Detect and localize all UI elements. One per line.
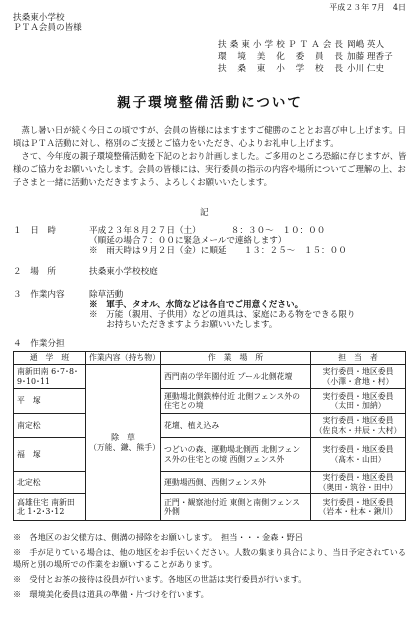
item-number: ２ [13,267,22,277]
work-line: ※ 軍手、タオル、水筒などは各自でご用意ください。 [89,300,304,311]
table-header: 作業内容（持ち物） [86,352,161,365]
work-value: 除草活動 [89,290,124,300]
page-title: 親子環境整備活動について [117,95,303,111]
item-assign-label [13,339,100,349]
item-number: ３ [13,290,22,300]
recipient [13,13,82,33]
note: ※ 各地区のお父様方は、側溝の掃除をお願いします。 担当・・・金森・野呂 [13,532,303,542]
notes [13,531,409,603]
recipient-members: ＰＴＡ会員の皆様 [13,23,82,34]
table-header: 担 当 者 [311,352,406,365]
item-datetime-label [13,226,100,236]
staff-cell: 実行委員・地区委員 （太田・加納） [311,389,406,414]
table-row [14,389,406,414]
assignment-table [13,351,406,521]
sender-name: 岡嶋 英人 [347,40,385,50]
item-datetime-detail [89,226,347,256]
item-label: 作業内容 [30,290,65,300]
item-label: 日 時 [30,226,57,236]
place-cell: 花壇、植え込み [161,414,311,438]
item-label: 場 所 [30,267,57,277]
item-number: １ [13,226,22,236]
task-tools: （万能、鎌、熊手） [89,442,161,452]
group-cell: 平 塚 [14,389,86,414]
table-row [14,414,406,438]
sender-name: 加藤 理香子 [347,52,393,62]
place-cell: 運動場北側鉄棒付近 北側フェンス外の住宅との境 [161,389,311,414]
item-work-label [13,290,100,300]
group-cell: 高雄住宅 南新田北 1･2･3･12 [14,494,86,521]
table-header-row [14,352,406,365]
task-name: 除 草 [111,433,135,443]
datetime-line: ※ 雨天時は９月２日（金）に順延 １３：２５～ １５：００ [89,246,347,257]
note: ※ 受付とお茶の接待は役員が行います。各地区の世話は実行委員が行います。 [13,574,307,584]
staff-cell: 実行委員・地区委員 （奥田・筑谷・田中） [311,472,406,494]
note: ※ 環境美化委員は道具の準備・片づけを行います。 [13,589,209,599]
recipient-school: 扶桑東小学校 [13,13,65,23]
group-cell: 福 塚 [14,438,86,472]
body-paragraph: 蒸し暑い日が続く今日この頃ですが、会員の皆様にはますますご健勝のこととお喜び申し上げます。日頃はＰＴＡ活動に対し、格別のご支援とご協力をいただき、心よりお礼申し上げます。 [13,125,406,148]
task-cell [86,365,161,521]
place-cell: 西門南の学年園付近 プール北側花壇 [161,365,311,389]
note: ※ 手が足りている場合は、他の地区をお手伝いください。人数の集まり具合により、当日予定されている場所と別の場所での作業をお願いすることがあります。 [13,547,407,569]
item-label: 作業分担 [30,339,65,349]
table-row [14,365,406,389]
table-header: 通 学 班 [14,352,86,365]
datetime-line: （順延の場合７：００に緊急メールで連絡します） [89,236,287,247]
table-row [14,472,406,494]
sender-row [218,64,393,76]
work-line: ※ 万能（親用、子供用）などの道具は、家庭にある物をできる限り [89,310,356,321]
sender-row [218,52,393,64]
staff-cell: 実行委員・地区委員 （髙木・山田） [311,438,406,472]
item-place-label [13,267,100,277]
sender-row [218,40,393,52]
sender-org: 環境美化委員長 [218,52,343,62]
table-header: 作 業 場 所 [161,352,311,365]
staff-cell: 実行委員・地区委員 （岩本・杜本・鍬川） [311,494,406,521]
sender-org: 扶桑東小学校長 [218,64,343,74]
table-row [14,494,406,521]
item-work-detail [89,290,355,331]
table-row [14,438,406,472]
work-line: お持ちいただきますようお願いいたします。 [89,320,278,331]
sender-block [218,40,393,76]
place-cell: 運動場西側、西側フェンス外 [161,472,311,494]
group-cell: 南新田南 6･7･8･9･10･11 [14,365,86,389]
document-date: 平成２３年 7月 4日 [329,3,406,12]
body-paragraph: さて、今年度の親子環境整備活動を下記のとおり計画しました。ご多用のところ恐縮に存じますが、皆様のご協力をお願いいたします。会員の皆様には、実行委員の指示の内容や場所についてご理解の上、お子さまと一緒に活動いただきますよう、よろしくお願いいたします。 [13,151,407,187]
staff-cell: 実行委員・地区委員 （小澤・倉地・村） [311,365,406,389]
group-cell: 南定松 [14,414,86,438]
sender-name: 小川 仁史 [347,64,385,74]
staff-cell: 実行委員・地区委員 （佐良木・井辰・大村） [311,414,406,438]
sender-org: 扶桑東小学校ＰＴＡ会長 [218,40,343,50]
ki-heading: 記 [200,208,209,218]
datetime-line: 平成２３年８月２７日（土） ８：３０～ １０：００ [89,226,326,236]
body-text [13,124,409,189]
item-number: ４ [13,339,22,349]
place-cell: 正門・観察池付近 東側と南側フェンス外側 [161,494,311,521]
place-cell: つどいの森、運動場北側西 北側フェンス外の住宅との境 西側フェンス外 [161,438,311,472]
item-place-value: 扶桑東小学校校庭 [89,267,158,277]
group-cell: 北定松 [14,472,86,494]
